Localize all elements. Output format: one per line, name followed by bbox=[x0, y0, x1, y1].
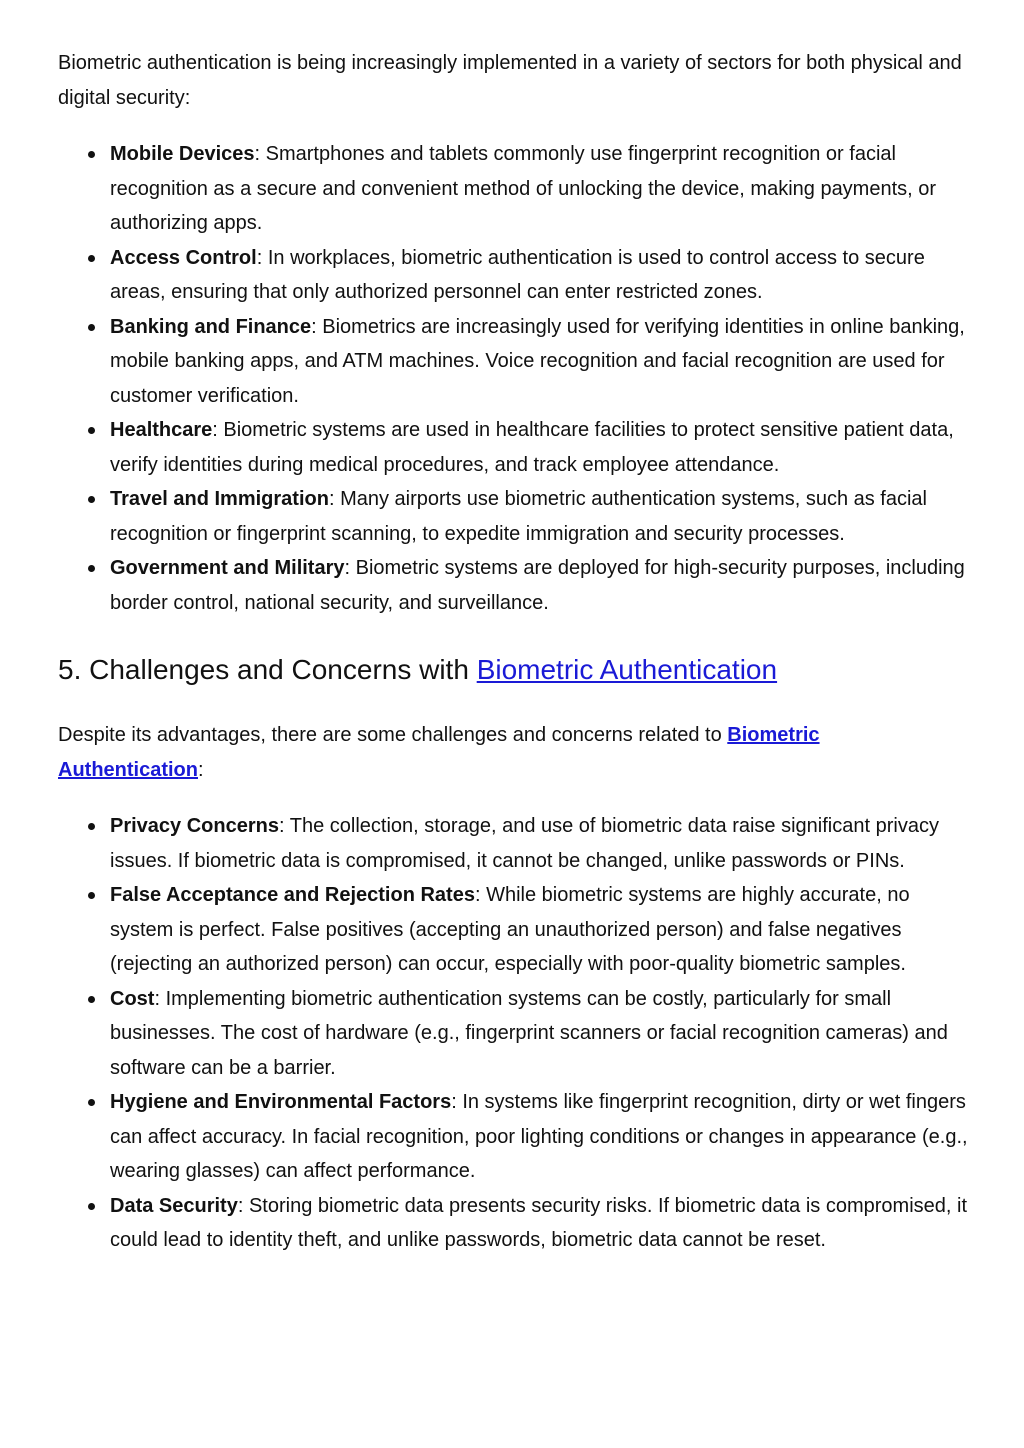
list-item-text: : Biometric systems are used in healthcare facilities to protect sensitive patient data, verify identities during medical procedures, and track employee attendance. bbox=[110, 419, 954, 476]
list-item-term: Banking and Finance bbox=[110, 315, 312, 338]
biometric-authentication-link[interactable]: Biometric Authentication bbox=[58, 724, 820, 781]
list-item-text: : Implementing biometric authentication systems can be costly, particularly for small businesses. The cost of hardware (e.g., fingerprint scanners or facial recognition cameras) and software can be a barrier. bbox=[110, 987, 948, 1079]
challenges-intro-text: Despite its advantages, there are some challenges and concerns related to bbox=[58, 724, 728, 746]
list-item-term: Healthcare bbox=[110, 419, 213, 441]
list-item bbox=[110, 809, 968, 878]
list-item-text: : The collection, storage, and use of biometric data raise significant privacy issues. If biometric data is compromised, it cannot be changed, unlike passwords or PINs. bbox=[110, 815, 939, 872]
document-page bbox=[58, 46, 968, 1258]
list-item-text: : Many airports use biometric authentication systems, such as facial recognition or fingerprint scanning, to expedite immigration and security processes. bbox=[110, 488, 927, 545]
sectors-list bbox=[58, 137, 968, 620]
list-item bbox=[110, 982, 968, 1086]
list-item-text: : While biometric systems are highly accurate, no system is perfect. False positives (accepting an unauthorized person) and false negatives (rejecting an authorized person) can occur, especially with poor-quality biometric samples. bbox=[110, 884, 910, 975]
section-heading bbox=[58, 650, 968, 690]
list-item-term: Government and Military bbox=[110, 557, 345, 579]
intro-paragraph: Biometric authentication is being increasingly implemented in a variety of sectors for both physical and digital security: bbox=[58, 52, 962, 109]
challenges-intro-suffix: : bbox=[198, 758, 204, 781]
section-heading-text: 5. Challenges and Concerns with bbox=[58, 654, 477, 685]
challenges-list bbox=[58, 809, 968, 1258]
list-item-term: Mobile Devices bbox=[110, 143, 255, 165]
list-item bbox=[110, 1189, 968, 1258]
list-item bbox=[110, 878, 968, 982]
list-item-term: False Acceptance and Rejection Rates bbox=[110, 884, 475, 906]
list-item-term: Cost bbox=[110, 987, 155, 1010]
list-item-term: Travel and Immigration bbox=[110, 488, 329, 510]
list-item bbox=[110, 137, 968, 241]
list-item-term: Access Control bbox=[110, 246, 257, 269]
list-item-text: : Smartphones and tablets commonly use fingerprint recognition or facial recognition as a secure and convenient method of unlocking the device, making payments, or authorizing apps. bbox=[110, 143, 937, 234]
list-item-text: : Biometric systems are deployed for high-security purposes, including border control, national security, and surveillance. bbox=[110, 557, 965, 614]
list-item-text: : In workplaces, biometric authentication is used to control access to secure areas, ensuring that only authorized personnel can enter restricted zones. bbox=[110, 246, 925, 303]
list-item-term: Data Security bbox=[110, 1194, 238, 1217]
list-item bbox=[110, 310, 968, 414]
list-item-term: Hygiene and Environmental Factors bbox=[110, 1091, 452, 1113]
list-item bbox=[110, 413, 968, 482]
list-item bbox=[110, 482, 968, 551]
list-item bbox=[110, 551, 968, 620]
list-item bbox=[110, 241, 968, 310]
challenges-intro-paragraph bbox=[58, 718, 968, 787]
heading-biometric-link[interactable]: Biometric Authentication bbox=[476, 654, 778, 685]
list-item bbox=[110, 1085, 968, 1189]
list-item-text: : Biometrics are increasingly used for verifying identities in online banking, mobile banking apps, and ATM machines. Voice recognition and facial recognition are used for customer verification. bbox=[110, 315, 965, 407]
list-item-text: : Storing biometric data presents security risks. If biometric data is compromised, it could lead to identity theft, and unlike passwords, biometric data cannot be reset. bbox=[110, 1194, 967, 1251]
list-item-text: : In systems like fingerprint recognition, dirty or wet fingers can affect accuracy. In facial recognition, poor lighting conditions or changes in appearance (e.g., wearing glasses) can affect performance. bbox=[110, 1091, 968, 1182]
list-item-term: Privacy Concerns bbox=[110, 815, 279, 837]
